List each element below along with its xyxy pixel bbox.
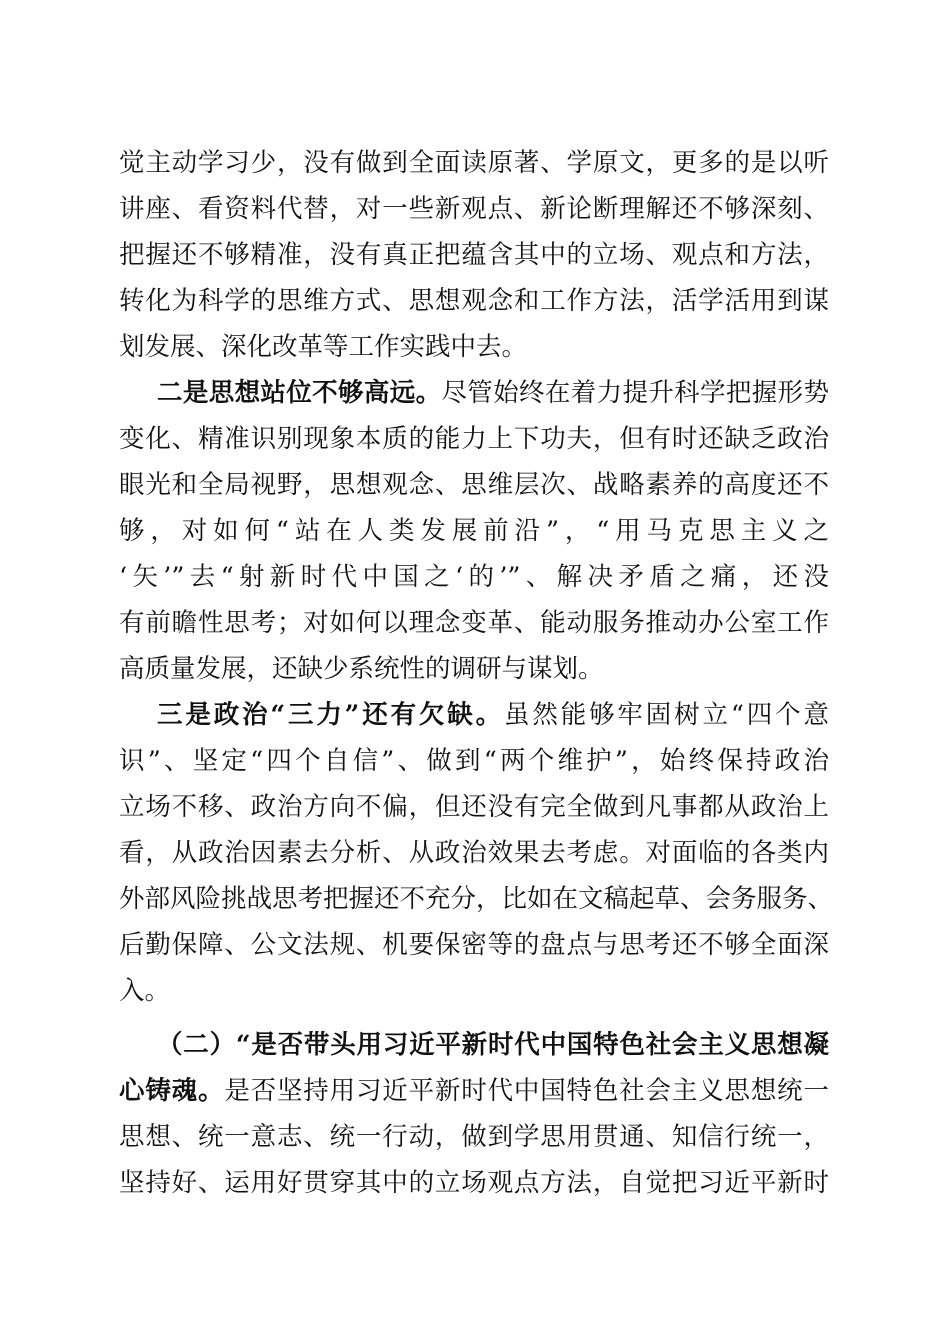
paragraph-line: 变化、精准识别现象本质的能力上下功夫，但有时还缺乏政治: [119, 424, 829, 454]
paragraph-line: 有前瞻性思考；对如何以理念变革、能动服务推动办公室工作: [119, 608, 829, 638]
paragraph-line: 坚持好、运用好贯穿其中的立场观点方法，自觉把习近平新时: [119, 1168, 829, 1198]
paragraph-lead-bold: 三是政治“三力”还有欠缺。: [157, 700, 504, 730]
paragraph-4: [119, 1022, 829, 1206]
paragraph-line: 识”、坚定“四个自信”、做到“两个维护”，始终保持政治: [119, 746, 829, 776]
section-heading-continuation: [119, 1068, 829, 1114]
section-heading-line: （二）“是否带头用习近平新时代中国特色社会主义思想凝: [157, 1030, 829, 1060]
paragraph-line: ‘矢’”去“射新时代中国之‘的’”、解决矛盾之痛，还没: [119, 562, 829, 592]
paragraph-line: 入。: [119, 976, 171, 1006]
paragraph-line: 看，从政治因素去分析、从政治效果去考虑。对面临的各类内: [119, 838, 829, 868]
paragraph-lead-rest: 虽然能够牢固树立“四个意: [504, 700, 829, 730]
document-body: [119, 140, 834, 1206]
paragraph-lead-rest: 尽管始终在着力提升科学把握形势: [441, 378, 829, 408]
paragraph-3: [119, 692, 834, 1014]
paragraph-line: 把握还不够精准，没有真正把蕴含其中的立场、观点和方法，: [119, 240, 829, 270]
paragraph-line: 眼光和全局视野，思想观念、思维层次、战略素养的高度还不: [119, 470, 829, 500]
paragraph-line: 转化为科学的思维方式、思想观念和工作方法，活学活用到谋: [119, 286, 829, 316]
paragraph-lead-bold: 二是思想站位不够高远。: [157, 378, 442, 408]
paragraph-first-line: [119, 370, 829, 416]
paragraph-line: 外部风险挑战思考把握还不充分，比如在文稿起草、会务服务、: [119, 884, 834, 914]
paragraph-line: 讲座、看资料代替，对一些新观点、新论断理解还不够深刻、: [119, 194, 829, 224]
paragraph-first-line: [119, 692, 829, 738]
paragraph-line: 思想、统一意志、统一行动，做到学思用贯通、知信行统一，: [119, 1122, 829, 1152]
paragraph-line: 立场不移、政治方向不偏，但还没有完全做到凡事都从政治上: [119, 792, 829, 822]
section-heading-rest: 是否坚持用习近平新时代中国特色社会主义思想统一: [224, 1076, 829, 1106]
paragraph-1: [119, 140, 829, 370]
paragraph-line: 够，对如何“站在人类发展前沿”，“用马克思主义之: [119, 516, 829, 546]
paragraph-line: 高质量发展，还缺少系统性的调研与谋划。: [119, 654, 604, 684]
paragraph-2: [119, 370, 829, 692]
paragraph-line: 觉主动学习少，没有做到全面读原著、学原文，更多的是以听: [119, 148, 829, 178]
paragraph-line: 后勤保障、公文法规、机要保密等的盘点与思考还不够全面深: [119, 930, 829, 960]
section-heading-bold: 心铸魂。: [119, 1076, 225, 1106]
paragraph-line: 划发展、深化改革等工作实践中去。: [119, 332, 528, 362]
